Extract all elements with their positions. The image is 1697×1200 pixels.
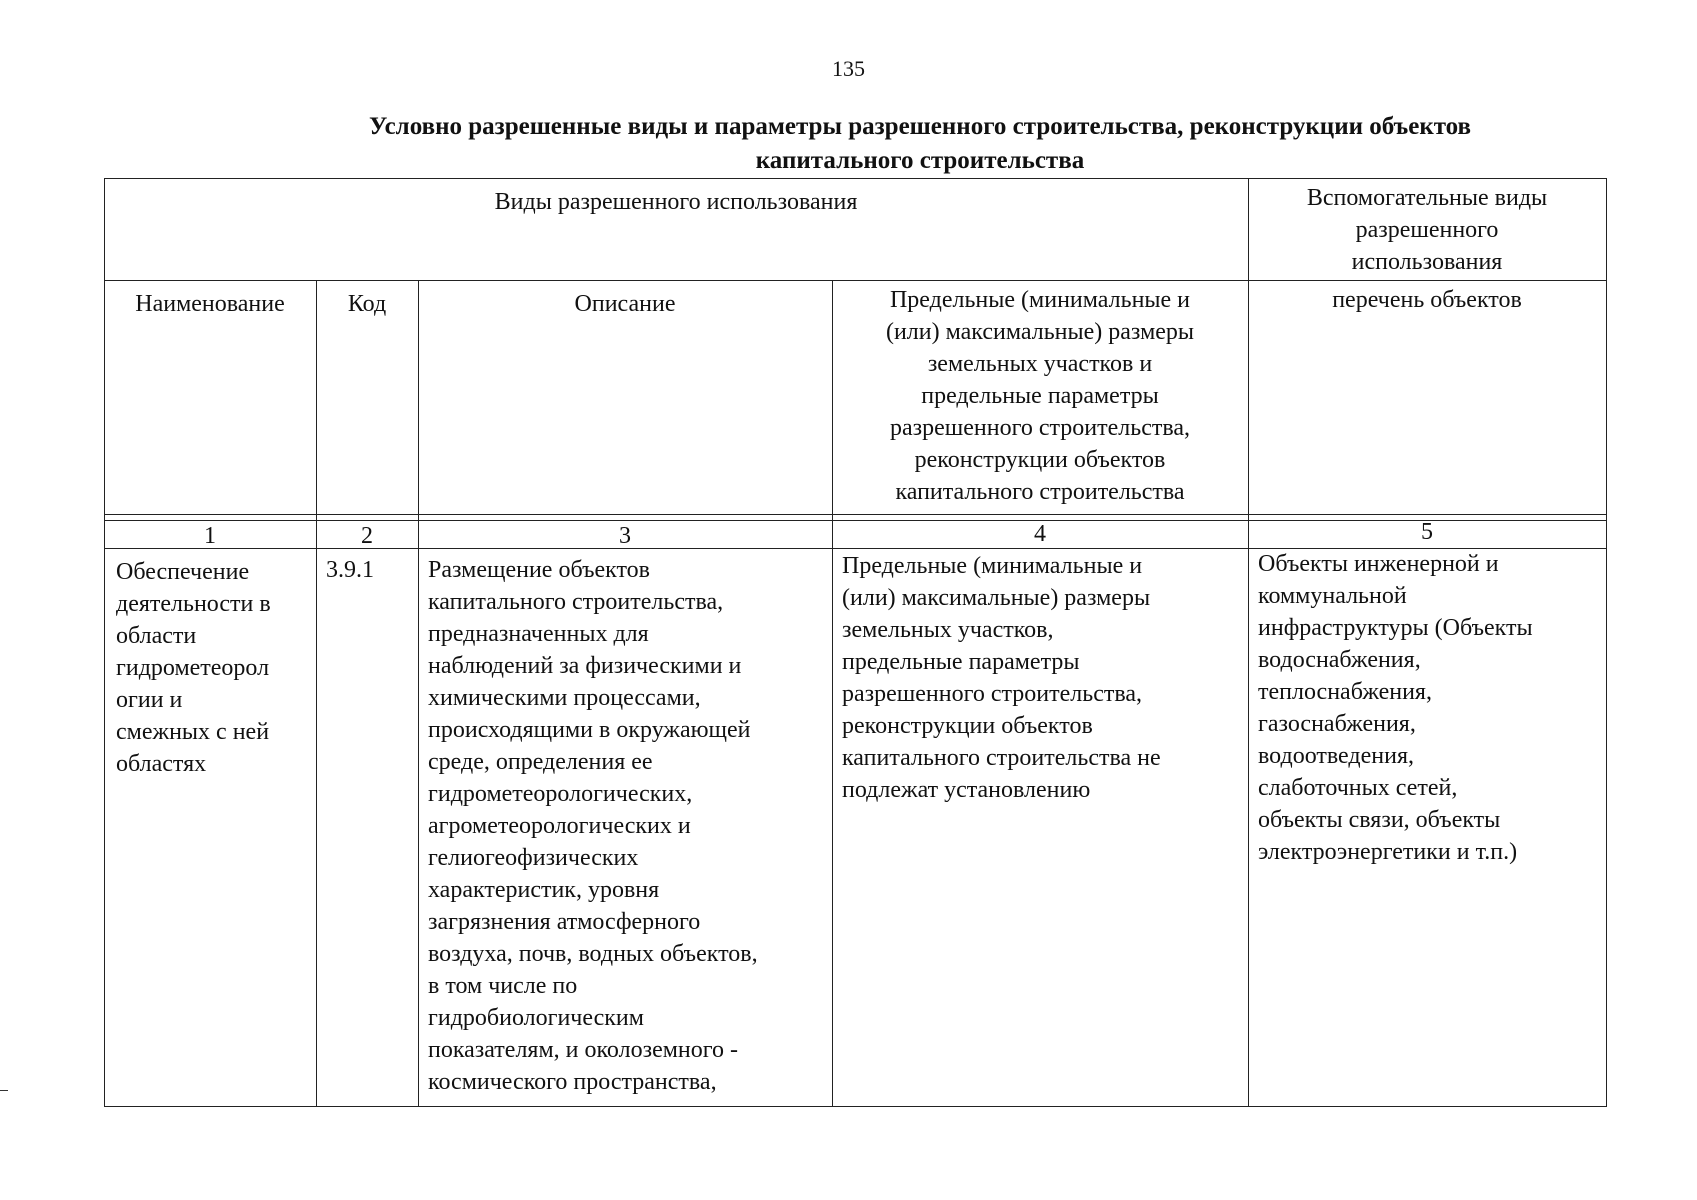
limits-line: подлежат установлению xyxy=(842,777,1091,803)
col-header-aux-list: перечень объектов xyxy=(1332,287,1522,313)
aux-header-line: Вспомогательные виды xyxy=(1306,185,1548,211)
col-header-code: Код xyxy=(347,291,387,317)
aux-objects-line: водоотведения, xyxy=(1258,743,1414,769)
aux-header-line: разрешенного xyxy=(1355,217,1499,243)
description-line: капитального строительства, xyxy=(428,589,724,615)
description-line: гидрометеорологических, xyxy=(428,781,693,807)
col-number: 5 xyxy=(1421,519,1433,545)
description-line: показателям, и околоземного - xyxy=(428,1037,738,1063)
group-header-border xyxy=(104,280,1607,281)
col-number: 1 xyxy=(204,523,216,549)
aux-objects-line: газоснабжения, xyxy=(1258,711,1416,737)
name-line: области xyxy=(116,623,197,649)
limits-line: земельных участков, xyxy=(842,617,1054,643)
limits-line: предельные параметры xyxy=(842,649,1080,675)
limits-header-line: капитального строительства xyxy=(895,479,1185,505)
aux-objects-line: объекты связи, объекты xyxy=(1258,807,1501,833)
col-number: 3 xyxy=(619,523,631,549)
description-line: гидробиологическим xyxy=(428,1005,644,1031)
title-line-2: капитального строительства xyxy=(755,147,1085,174)
row-name xyxy=(116,556,316,780)
description-line: гелиогеофизических xyxy=(428,845,639,871)
description-line: агрометеорологических и xyxy=(428,813,691,839)
col-header-description: Описание xyxy=(574,291,676,317)
limits-header-line: реконструкции объектов xyxy=(914,447,1166,473)
limits-line: реконструкции объектов xyxy=(842,713,1093,739)
title-line-1: Условно разрешенные виды и параметры разрешенного строительства, реконструкции объектов xyxy=(368,113,1472,140)
description-line: химическими процессами, xyxy=(428,685,701,711)
description-line: среде, определения ее xyxy=(428,749,653,775)
limits-line: капитального строительства не xyxy=(842,745,1161,771)
table-top-border xyxy=(104,178,1607,179)
table-bottom-border xyxy=(104,1106,1607,1107)
description-line: загрязнения атмосферного xyxy=(428,909,701,935)
name-line: смежных с ней xyxy=(116,719,270,745)
name-line: Обеспечение xyxy=(116,559,250,585)
page-number: 135 xyxy=(832,56,865,81)
description-line: характеристик, уровня xyxy=(428,877,660,903)
limits-header-line: предельные параметры xyxy=(921,383,1159,409)
header-bottom-border xyxy=(104,514,1607,515)
aux-objects-line: слаботочных сетей, xyxy=(1258,775,1458,801)
aux-objects-line: коммунальной xyxy=(1258,583,1407,609)
col-divider-3 xyxy=(832,280,833,1106)
aux-header-line: использования xyxy=(1351,249,1503,275)
aux-objects-line: теплоснабжения, xyxy=(1258,679,1432,705)
description-line: предназначенных для xyxy=(428,621,649,647)
description-line: Размещение объектов xyxy=(428,557,650,583)
limits-line: (или) максимальные) размеры xyxy=(842,585,1151,611)
name-line: областях xyxy=(116,751,207,777)
col-header-limits xyxy=(834,284,1246,508)
name-line: огии и xyxy=(116,687,183,713)
col-divider-4 xyxy=(1248,178,1249,1106)
description-line: наблюдений за физическими и xyxy=(428,653,742,679)
limits-line: разрешенного строительства, xyxy=(842,681,1142,707)
row-limits xyxy=(842,550,1246,806)
description-line: в том числе по xyxy=(428,973,578,999)
limits-header-line: Предельные (минимальные и xyxy=(889,287,1191,313)
limits-header-line: разрешенного строительства, xyxy=(890,415,1190,441)
limits-header-line: (или) максимальные) размеры xyxy=(885,319,1195,345)
table-right-border xyxy=(1606,178,1607,1106)
name-line: деятельности в xyxy=(116,591,271,617)
aux-objects-line: водоснабжения, xyxy=(1258,647,1421,673)
table-left-border xyxy=(104,178,105,1106)
description-line: воздуха, почв, водных объектов, xyxy=(428,941,758,967)
description-line: космического пространства, xyxy=(428,1069,717,1095)
col-number: 4 xyxy=(1034,521,1046,547)
aux-uses-header xyxy=(1250,182,1604,278)
col-header-name: Наименование xyxy=(135,291,285,317)
document-title xyxy=(180,110,1660,178)
description-line: происходящими в окружающей xyxy=(428,717,751,743)
limits-line: Предельные (минимальные и xyxy=(842,553,1143,579)
aux-objects-line: Объекты инженерной и xyxy=(1258,551,1499,577)
col-divider-2 xyxy=(418,280,419,1106)
col-divider-1 xyxy=(316,280,317,1106)
limits-header-line: земельных участков и xyxy=(927,351,1153,377)
group-header-permitted-uses: Виды разрешенного использования xyxy=(494,189,858,215)
row-code: 3.9.1 xyxy=(326,557,374,583)
aux-objects-line: электроэнергетики и т.п.) xyxy=(1258,839,1518,865)
col-number: 2 xyxy=(361,523,373,549)
row-description xyxy=(428,554,828,1098)
margin-mark xyxy=(0,1090,8,1091)
row-aux-objects xyxy=(1258,548,1604,868)
name-line: гидрометеорол xyxy=(116,655,270,681)
aux-objects-line: инфраструктуры (Объекты xyxy=(1258,615,1533,641)
